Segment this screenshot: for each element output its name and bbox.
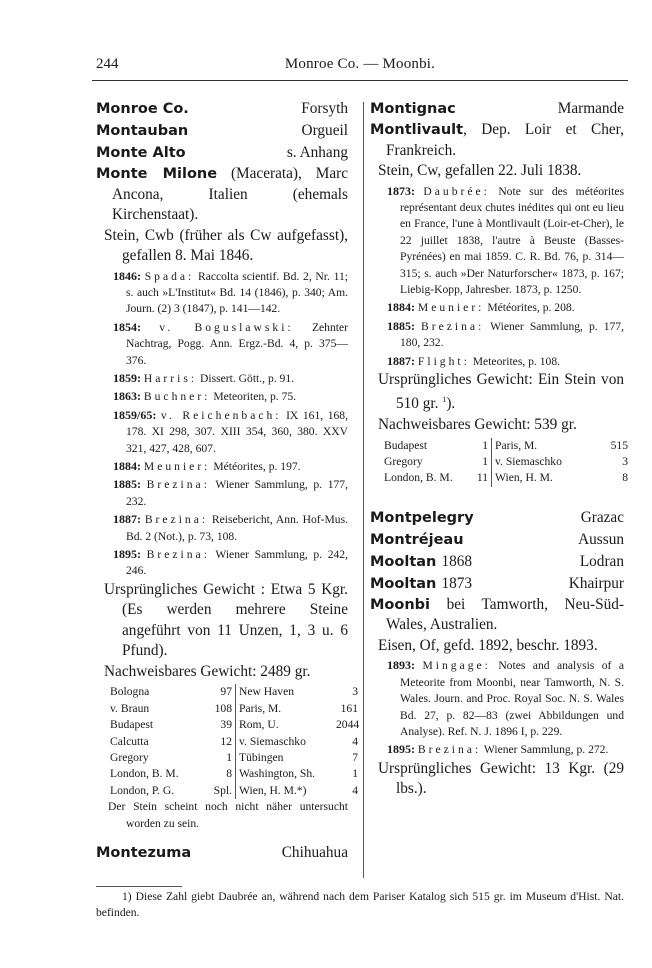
literature-item: 1887: Flight: Meteorites, p. 108.: [387, 353, 561, 368]
entry-name: Mooltan 1868: [370, 552, 473, 570]
entry-name: Montezuma: [96, 844, 192, 861]
index-entry: [370, 551, 624, 573]
entry-name: Montignac: [370, 101, 456, 117]
original-weight: Ursprüngliches Gewicht: 13 Kgr. (29 lbs.).: [378, 759, 624, 798]
fall-info: Eisen, Of, gefd. 1892, beschr. 1893.: [378, 636, 598, 654]
entry-name: Mooltan 1873: [370, 574, 473, 592]
entry-name: Montauban: [96, 123, 189, 139]
page-number: 244: [96, 56, 119, 72]
literature-item: 1854: v. Boguslawski: Zehnter Nachtrag, Pogg. Ann. Ergz.-Bd. 4, p. 375—376.: [113, 319, 349, 367]
literature-item: 1859: Harris: Dissert. Gött., p. 91.: [113, 370, 295, 385]
entry-name: Monte Milone: [96, 166, 218, 182]
index-entry: [370, 529, 624, 551]
index-entry: [96, 142, 348, 164]
literature-item: 1873: Daubrée: Note sur des météorites représentant deux chutes inédites qui ont eu lieu en France, l'une à Montlivault (Loir-et-Cher), le 22 juillet 1838, l'autre à Beuste (Basses-Pyrénées) en mai 1859. C. R. Bd. 76, p. 314—315; s. auch »Der Naturforscher« 1873, p. 167; Liebig-Kopp, Jahresber. 1873, p. 1250.: [387, 183, 624, 296]
entry-ref: Khairpur: [568, 574, 624, 592]
fall-info: Stein, Cwb (früher als Cw aufgefasst), gefallen 8. Mai 1846.: [104, 226, 348, 264]
entry-name: Montréjeau: [370, 531, 464, 548]
original-weight: Ursprüngliches Gewicht : Etwa 5 Kgr. (Es werden mehrere Steine angeführt von 11 Unzen, 1, 3 u. 6 Pfund).: [104, 580, 348, 660]
original-weight: Ursprüngliches Gewicht: Ein Stein von 510 gr. $^1$).: [378, 370, 624, 413]
literature-item: 1846: Spada: Raccolta scientif. Bd. 2, Nr. 11; s. auch »L'Institut« Bd. 14 (1846), p. 340; Am. Journ. (2) 3 (1847), p. 141—142.: [113, 268, 349, 316]
collections-table: Budapest 1 Paris, M. 515 Gregory 1 v. Siemaschko 3 London, B. M. 11 Wien, H. M. 8: [384, 438, 624, 487]
entry-ref: s. Anhang: [286, 144, 348, 161]
header-rule: [92, 80, 628, 81]
literature-list: [370, 657, 624, 758]
running-head: Monroe Co. — Moonbi.: [284, 56, 436, 72]
literature-item: 1885: Brezina: Wiener Sammlung, p. 177, 232.: [113, 477, 348, 508]
known-weight: Nachweisbares Gewicht: 539 gr.: [378, 416, 577, 434]
entry-name: Moonbi: [370, 596, 431, 613]
fall-info: Stein, Cw, gefallen 22. Juli 1838.: [378, 162, 582, 179]
entry-location: bei Tamworth, Neu-Süd-Wales, Australien.: [386, 595, 625, 634]
footnote: 1) Diese Zahl giebt Daubrée an, während nach dem Pariser Katalog sich 515 gr. im Museum d'Hist. Nat. befinden.: [96, 890, 624, 920]
literature-list: [370, 183, 624, 370]
right-column: [370, 98, 628, 800]
column-divider: [363, 102, 364, 878]
entry-ref: Orgueil: [301, 122, 348, 139]
collections-table: Bologna 97 New Haven 3 v. Braun 108 Paris, M. 161 Budapest 39 Rom, U. 2044 Calcutta 12 v. Siemaschko 4 Gregory 1 Tübingen 7 London, B. M. 8 Washington, Sh. 1 London, P. G. Spl. Wien, H. M.*) 4: [110, 684, 348, 799]
index-entry: [96, 120, 348, 142]
entry-name: Montpelegry: [370, 509, 474, 526]
index-entry: [96, 842, 348, 864]
footnote-rule: [96, 886, 182, 887]
entry-location: , Dep. Loir et Cher, Frankreich.: [386, 121, 624, 159]
literature-item: 1887: Brezina: Reisebericht, Ann. Hof-Mus. Bd. 2 (Not.), p. 73, 108.: [113, 512, 348, 543]
entry-name: Monte Alto: [96, 145, 186, 161]
literature-item: 1884: Meunier: Météorites, p. 208.: [387, 300, 575, 315]
literature-item: 1885: Brezina: Wiener Sammlung, p. 177, 180, 232.: [387, 318, 624, 350]
entry-name: Montlivault: [370, 122, 464, 138]
literature-list: [96, 268, 348, 580]
entry-ref: Aussun: [578, 530, 624, 548]
index-entry: [370, 573, 624, 595]
entry-ref: Chihuahua: [281, 843, 348, 861]
literature-item: 1895: Brezina: Wiener Sammlung, p. 242, 246.: [113, 547, 348, 578]
literature-item: 1859/65: v. Reichenbach: IX 161, 168, 178. XI 298, 307. XIII 354, 360, 380. XXV 321, 427, 428, 607.: [113, 407, 348, 455]
entry-moonbi: [370, 595, 624, 636]
literature-item: 1863: Buchner: Meteoriten, p. 75.: [113, 389, 297, 404]
page-header: [96, 56, 624, 76]
left-column: [96, 98, 360, 864]
entry-location: (Macerata), Marc Ancona, Italien (ehemals Kirchenstaat).: [112, 165, 348, 223]
note: Der Stein scheint noch nicht näher untersucht worden zu sein.: [108, 800, 348, 830]
entry-ref: Marmande: [557, 100, 624, 117]
entry-monte-milone: [96, 164, 348, 226]
literature-item: 1895: Brezina: Wiener Sammlung, p. 272.: [387, 742, 609, 757]
entry-ref: Forsyth: [301, 100, 348, 117]
known-weight: Nachweisbares Gewicht: 2489 gr.: [104, 662, 311, 680]
entry-name: Monroe Co.: [96, 101, 189, 117]
literature-item: 1884: Meunier: Météorites, p. 197.: [113, 458, 301, 473]
literature-item: 1893: Mingage: Notes and analysis of a Meteorite from Moonbi, near Tamworth, N. S. Wales. Journ. and Proc. Royal Soc. N. S. Wales Bd. 27, p. 82—83 (zwei Abbildungen und Analyse). Ref. N. J. 1896 I, p. 229.: [387, 658, 624, 738]
index-entry: [370, 507, 624, 529]
footnote-mark[interactable]: 1: [442, 395, 447, 405]
entry-ref: Grazac: [580, 508, 624, 526]
entry-ref: Lodran: [579, 552, 624, 570]
entry-montlivault: [370, 120, 624, 161]
index-entry: [96, 98, 348, 120]
index-entry: [370, 98, 624, 120]
